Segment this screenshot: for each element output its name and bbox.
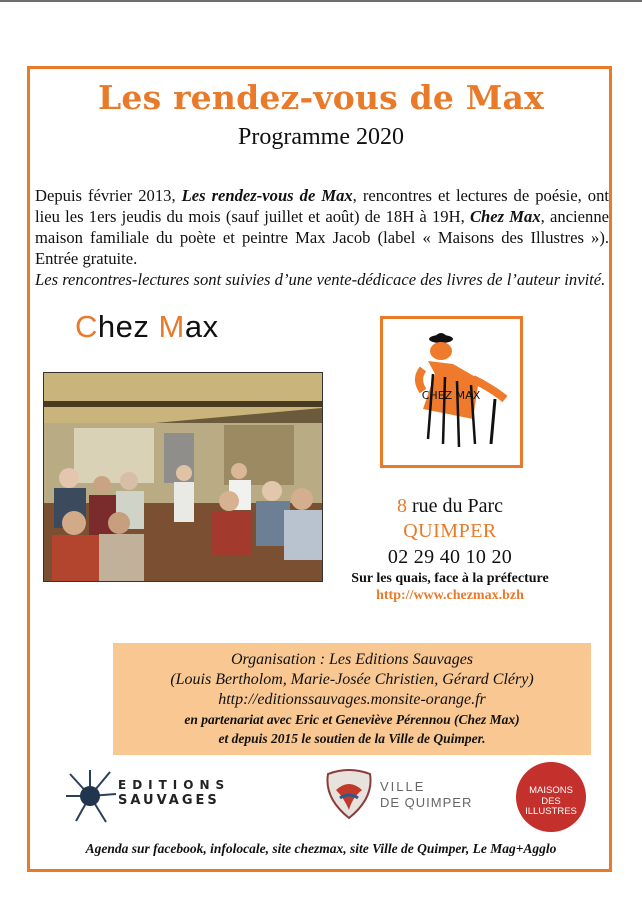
intro-text-2: , rencontres et lectures de poésie, ont lieu les 1ers jeudis du mois (sauf juillet et août) de 18H à 19H,	[35, 186, 609, 226]
photo-illustration	[44, 373, 322, 581]
editions-logo-line2: SAUVAGES	[118, 793, 220, 808]
poster-title: Les rendez-vous de Max	[98, 78, 544, 117]
org-line-5: et depuis 2015 le soutien de la Ville de Quimper.	[218, 731, 486, 746]
intro-text-1: Depuis février 2013,	[35, 186, 182, 205]
venue-heading: Chez Max	[75, 309, 219, 344]
location-note: Sur les quais, face à la préfecture	[351, 571, 549, 586]
website-link[interactable]: http://www.chezmax.bzh	[376, 588, 524, 603]
intro-venue-name: Chez Max	[469, 207, 541, 226]
chez-max-figure-icon	[383, 319, 520, 465]
svg-text:CHEZ MAX: CHEZ MAX	[421, 389, 481, 402]
address-city: QUIMPER	[403, 520, 497, 542]
quimper-crest-icon	[322, 768, 376, 824]
intro-paragraph	[35, 185, 609, 290]
org-line-2: (Louis Bertholom, Marie-Josée Christien, Gérard Cléry)	[170, 671, 534, 688]
editions-logo-line1: EDITIONS	[118, 778, 231, 792]
agenda-footer: Agenda sur facebook, infolocale, site chezmax, site Ville de Quimper, Le Mag+Agglo	[85, 841, 557, 856]
quimper-logo-line1: VILLE	[380, 779, 426, 794]
intro-note: Les rencontres-lectures sont suivies d’une vente-dédicace des livres de l’auteur invité.	[35, 270, 606, 289]
address-street: 8 rue du Parc	[396, 495, 504, 517]
poster-subtitle: Programme 2020	[238, 124, 404, 150]
quimper-logo-line2: DE QUIMPER	[380, 795, 473, 810]
intro-event-name: Les rendez-vous de Max	[181, 186, 353, 205]
intro-text-3: , ancienne maison familiale du poète et peintre Max Jacob (label « Maisons des Illustres »). Entrée gratuite.	[35, 207, 609, 268]
org-website-link[interactable]: http://editionssauvages.monsite-orange.fr	[218, 691, 486, 708]
mdi-line1: MAISONS	[529, 785, 573, 796]
top-divider	[0, 0, 642, 2]
phone-number: 02 29 40 10 20	[387, 546, 513, 568]
mdi-line2: DES ILLUSTRES	[525, 796, 577, 817]
reading-event-photo	[43, 372, 323, 582]
org-line-4: en partenariat avec Eric et Geneviève Pérennou (Chez Max)	[184, 712, 520, 727]
chez-max-logo	[380, 316, 523, 468]
editions-sauvages-thistle-icon	[62, 766, 120, 828]
org-line-1: Organisation : Les Editions Sauvages	[230, 651, 474, 668]
